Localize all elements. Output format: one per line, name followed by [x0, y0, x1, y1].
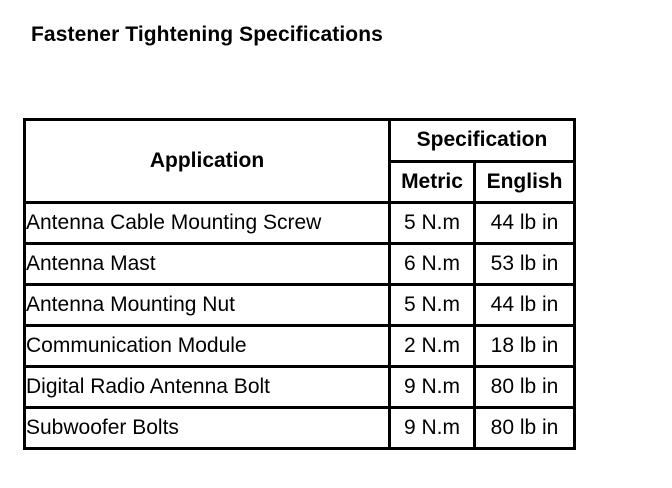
row-metric: 9 N.m — [390, 367, 475, 408]
row-application: Communication Module — [25, 326, 390, 367]
header-application: Application — [25, 120, 390, 203]
table-row — [25, 285, 575, 326]
row-metric: 9 N.m — [390, 408, 475, 449]
row-metric: 5 N.m — [390, 285, 475, 326]
table-row — [25, 244, 575, 285]
row-english: 44 lb in — [475, 285, 575, 326]
page-title: Fastener Tightening Specifications — [31, 23, 383, 46]
row-application: Subwoofer Bolts — [25, 408, 390, 449]
table-row — [25, 203, 575, 244]
row-english: 18 lb in — [475, 326, 575, 367]
row-application: Antenna Cable Mounting Screw — [25, 203, 390, 244]
header-metric: Metric — [390, 161, 475, 203]
fastener-spec-table — [23, 118, 576, 450]
table-row — [25, 367, 575, 408]
header-english: English — [475, 161, 575, 203]
row-english: 53 lb in — [475, 244, 575, 285]
header-specification: Specification — [390, 120, 575, 162]
table-row — [25, 408, 575, 449]
table-row — [25, 326, 575, 367]
row-metric: 2 N.m — [390, 326, 475, 367]
header-row-top — [25, 120, 575, 162]
row-english: 80 lb in — [475, 408, 575, 449]
row-application: Antenna Mast — [25, 244, 390, 285]
row-application: Antenna Mounting Nut — [25, 285, 390, 326]
row-english: 80 lb in — [475, 367, 575, 408]
row-english: 44 lb in — [475, 203, 575, 244]
row-metric: 6 N.m — [390, 244, 475, 285]
row-application: Digital Radio Antenna Bolt — [25, 367, 390, 408]
row-metric: 5 N.m — [390, 203, 475, 244]
